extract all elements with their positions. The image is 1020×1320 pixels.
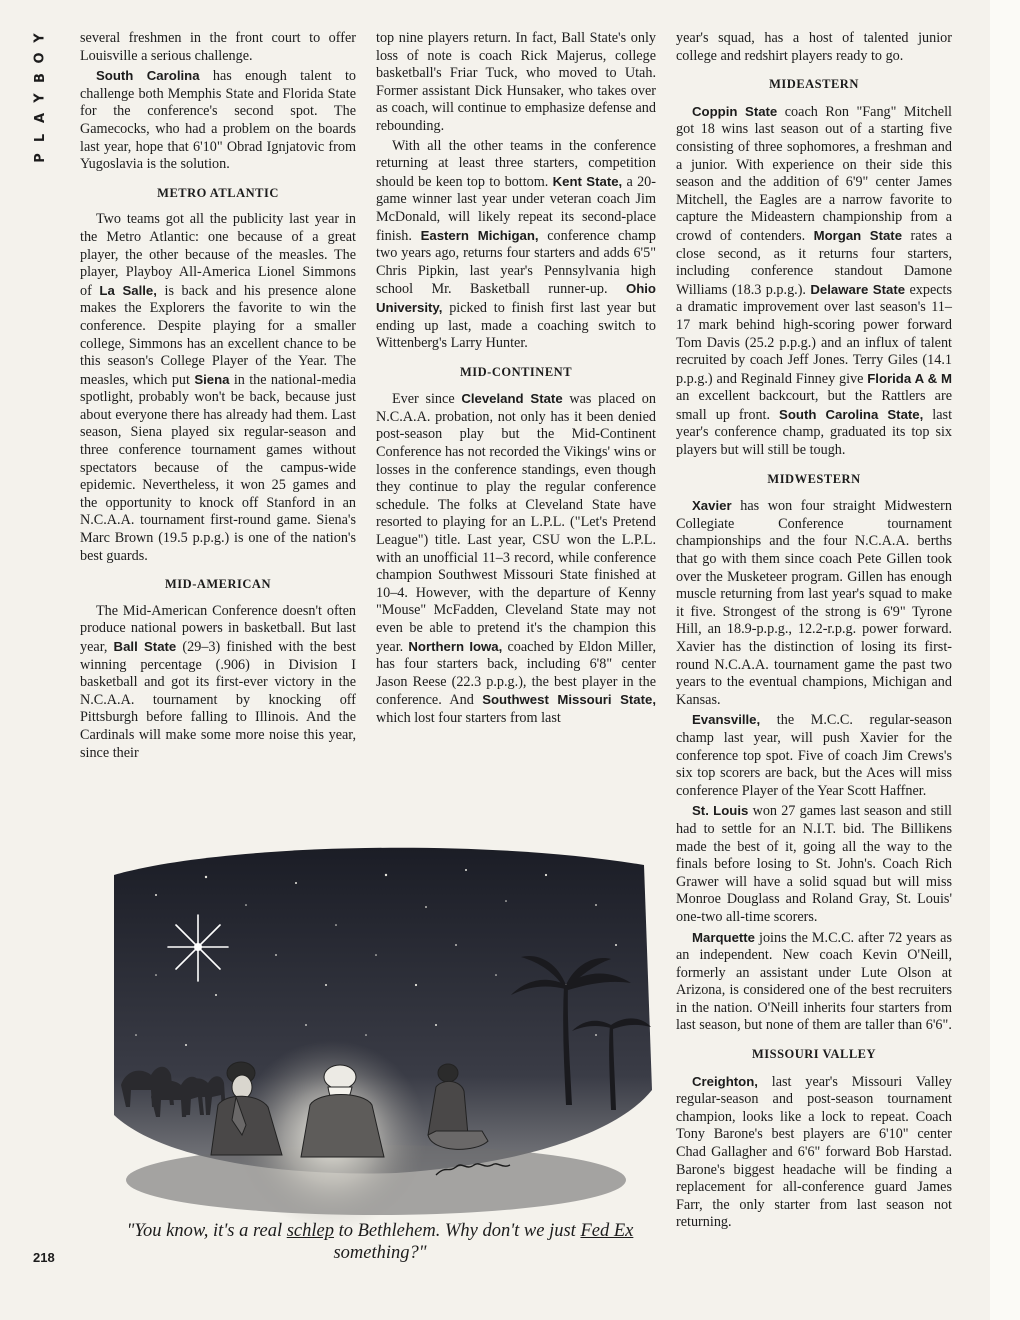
masthead-letter: B <box>32 73 48 83</box>
section-heading: METRO ATLANTIC <box>157 185 279 200</box>
page-edge <box>990 0 1020 1320</box>
team-name: Ohio University, <box>376 281 656 315</box>
team-name: Coppin State <box>692 103 778 119</box>
article-column-2 <box>376 30 656 730</box>
team-name: St. Louis <box>692 803 749 819</box>
masthead-letter: A <box>33 112 48 124</box>
team-name: Florida A & M <box>867 370 952 386</box>
team-name: Creighton, <box>692 1073 758 1089</box>
paragraph-text: coached by Eldon Miller, has four starters back, including 6'8" center Jason Reese (22.3 p.p.g.), the best player in the conference. And <box>376 638 656 709</box>
paragraph-text: won 27 games last season and still had to settle for an N.I.T. bid. The Billikens made the best of it, going all the way to the finals before losing to St. John's. Coach Rich Grawer will have a solid squad but will miss Monroe Douglass and Roland Gray, St. Louis' one-two all-time scorers. <box>676 803 952 925</box>
paragraph <box>80 211 356 565</box>
caption-text: Fed Ex <box>580 1221 634 1241</box>
cartoon-caption <box>100 1220 660 1264</box>
masthead-letter: P <box>33 153 48 163</box>
team-name: Southwest Missouri State, <box>482 692 656 708</box>
cartoon-illustration <box>96 835 656 1235</box>
team-name: South Carolina <box>96 68 200 84</box>
paragraph <box>80 603 356 762</box>
paragraph: several freshmen in the front court to offer Louisville a serious challenge. <box>80 30 356 64</box>
team-name: Siena <box>194 371 230 387</box>
paragraph-text: which lost four starters from last <box>376 709 561 726</box>
team-name: Eastern Michigan, <box>420 227 539 243</box>
team-name: Kent State, <box>552 173 623 189</box>
paragraph-text: has enough talent to challenge both Memphis State and Florida State for the conference's second spot. The Gamecocks, who had a problem on the boards last year, hope that 6'10" Obrad Ignjatovic from Yugoslavia is the solution. <box>80 68 356 173</box>
team-name: South Carolina State, <box>779 406 924 422</box>
paragraph <box>676 1073 952 1232</box>
paragraph-text: is back and his presence alone makes the Explorers the favorite to win the conference. Despite playing for a smaller college, Simmons has an excellent chance to be this season's College Player of the Year. The measles, which put <box>80 282 356 388</box>
paragraph-text: joins the M.C.C. after 72 years as an independent. New coach Kevin O'Neill, formerly an assistant under Lute Olson at Arizona, is considered one of the best recruiters in the nation. O'Neill inherits four starters from last season, but none of them are taller than 6'6". <box>676 929 952 1034</box>
paragraph <box>676 711 952 800</box>
section-heading: MID-AMERICAN <box>165 577 271 592</box>
paragraph-text: picked to finish first last year but ending up last, made a coaching switch to Wittenberg's Larry Hunter. <box>376 299 656 352</box>
caption-text: "You know, it's a real <box>126 1221 287 1241</box>
section-heading: MIDWESTERN <box>767 471 861 486</box>
paragraph-text: in the national-media spotlight, probably won't be back, because just about everyone there has already had them. Last season, Siena played six regular-season and three conference tournament games without spectators because of the campus-wide epidemic. Nevertheless, it won 25 games and the opportunity to knock off Stanford in an N.C.A.A. tournament first-round game. Siena's Marc Brown (19.5 p.p.g.) is one of the nation's best guards. <box>80 371 356 564</box>
paragraph-text: Ever since <box>392 391 462 408</box>
team-name: Evansville, <box>692 712 761 728</box>
paragraph-text: a 20-game winner last year under veteran coach Jim McDonald, will likely repeat its second-place finish. <box>376 173 656 244</box>
paragraph-text: (29–3) finished with the best winning percentage (.906) in Division I basketball and got its first-ever victory in the N.C.A.A. tournament by knocking off Pittsburgh before falling to Illinois. And the Cardinals will make some more noise this year, since their <box>80 639 356 761</box>
team-name: Delaware State <box>810 281 906 297</box>
masthead-letter: L <box>32 133 48 143</box>
masthead-letter: O <box>33 52 48 64</box>
team-name: Ball State <box>113 639 177 654</box>
paragraph-text: The Mid-American Conference doesn't often produce national powers in basketball. But last year, <box>80 602 356 655</box>
page-number: 218 <box>33 1250 55 1265</box>
paragraph-text: last year's Missouri Valley regular-season and post-season tournament champion, looks like a lock to repeat. Coach Tony Barone's best players are 6'10" center Chad Gallagher and 6'6" forward Bob Harstad. Barone's biggest headache will be finding a replacement for all-conference guard James Farr, the only starter from last season not returning. <box>676 1073 952 1231</box>
paragraph <box>676 802 952 926</box>
article-column-1 <box>80 30 356 764</box>
caption-text: schlep <box>286 1221 334 1241</box>
paragraph-text: conference champ two years ago, returns four starters and adds 6'5" Chris Pipkin, last year's Pennsylvania high school Mr. Basketball runner-up. <box>376 227 656 298</box>
paragraph-text: an excellent backcourt, but the Rattlers are small up front. <box>676 388 952 423</box>
paragraph <box>676 497 952 709</box>
playboy-masthead <box>30 28 52 168</box>
paragraph-text: rates a close second, as it returns four starters, including conference standout Damone Williams (18.3 p.p.g.). <box>676 227 953 298</box>
section-heading: MIDEASTERN <box>769 77 859 92</box>
paragraph-text: Two teams got all the publicity last year in the Metro Atlantic: one because of a great player, the other because of the measles. The player, Playboy All-America Lionel Simmons of <box>80 211 356 299</box>
team-name: Xavier <box>692 498 732 514</box>
team-name: La Salle, <box>99 282 157 298</box>
paragraph <box>676 929 952 1036</box>
paragraph-text: coach Ron "Fang" Mitchell got 18 wins last season out of a starting five consisting of three sophomores, a freshman and a junior. With experience on their side this season and the addition of 6'9" center James Mitchell, the Eagles are a narrow favorite to capture the Mideastern championship from a crowd of contenders. <box>676 103 952 244</box>
paragraph <box>676 103 952 460</box>
caption-text: something?" <box>333 1243 427 1263</box>
paragraph: top nine players return. In fact, Ball State's only loss of note is coach Rick Majerus, college basketball's Friar Tuck, who moved to Utah. Former assistant Dick Hunsaker, who takes over as coach, will continue to emphasize defense and rebounding. <box>376 30 656 134</box>
section-heading: MISSOURI VALLEY <box>751 1047 877 1062</box>
team-name: Marquette <box>692 929 756 945</box>
paragraph-text: has won four straight Midwestern Collegiate Conference tournament championships and the four N.C.A.A. berths that go with them since coach Pete Gillen took over the Musketeer program. Gillen has enough muscle returning from last year's squad to make it five. Strongest of the strong is 6'9" Tyrone Hill, an 18.9-p.p.g., 12.2-r.p.g. power forward. Xavier has the distinction of losing its first-round N.C.A.A. tournament game the past two years to the eventual champions, Michigan and Kansas. <box>676 498 952 708</box>
masthead-letter: Y <box>32 33 48 43</box>
masthead-letter: Y <box>32 93 48 103</box>
article-column-3 <box>676 30 952 1234</box>
paragraph-text: last year's conference champ, graduated its top six players but will still be tough. <box>676 406 953 459</box>
team-name: Cleveland State <box>461 391 563 407</box>
paragraph-text: the M.C.C. regular-season champ last year, will push Xavier for the conference top spot. Five of coach Jim Crews's six top scorers are back, but the Aces will miss conference Player of the Year Scott Haffner. <box>676 712 952 799</box>
paragraph <box>376 138 656 353</box>
paragraph <box>376 390 656 727</box>
paragraph-text: With all the other teams in the conference returning at least three starters, competition should be keen top to bottom. <box>376 137 656 190</box>
paragraph <box>80 67 356 174</box>
team-name: Morgan State <box>813 227 903 243</box>
caption-text: to Bethlehem. Why don't we just <box>333 1221 581 1241</box>
section-heading: MID-CONTINENT <box>459 364 573 379</box>
team-name: Northern Iowa, <box>408 638 503 654</box>
paragraph-text: expects a dramatic improvement over last season's 11–17 mark behind high-scoring power forward Tom Davis (25.2 p.p.g.) and an influx of talent recruited by coach Jeff Jones. Terry Giles (14.1 p.p.g.) and Reginald Finney give <box>676 281 952 387</box>
paragraph: year's squad, has a host of talented junior college and redshirt players ready to go. <box>676 30 952 64</box>
paragraph-text: was placed on N.C.A.A. probation, not only has it been denied post-season play but the Mid-Continent Conference has not recorded the Vikings' wins or losses in the conference standings, even though they continue to play the regular conference schedule. The folks at Cleveland State have resorted to playing for an L.P.L. ("Let's Pretend League") title. Last year, CSU won the L.P.L. with an unofficial 11–3 record, while conference champion Southwest Missouri State finished at 10–4. However, with the departure of Kenny "Mouse" McFadden, Cleveland State may not even be able to pretend it's the champion this year. <box>376 391 656 655</box>
